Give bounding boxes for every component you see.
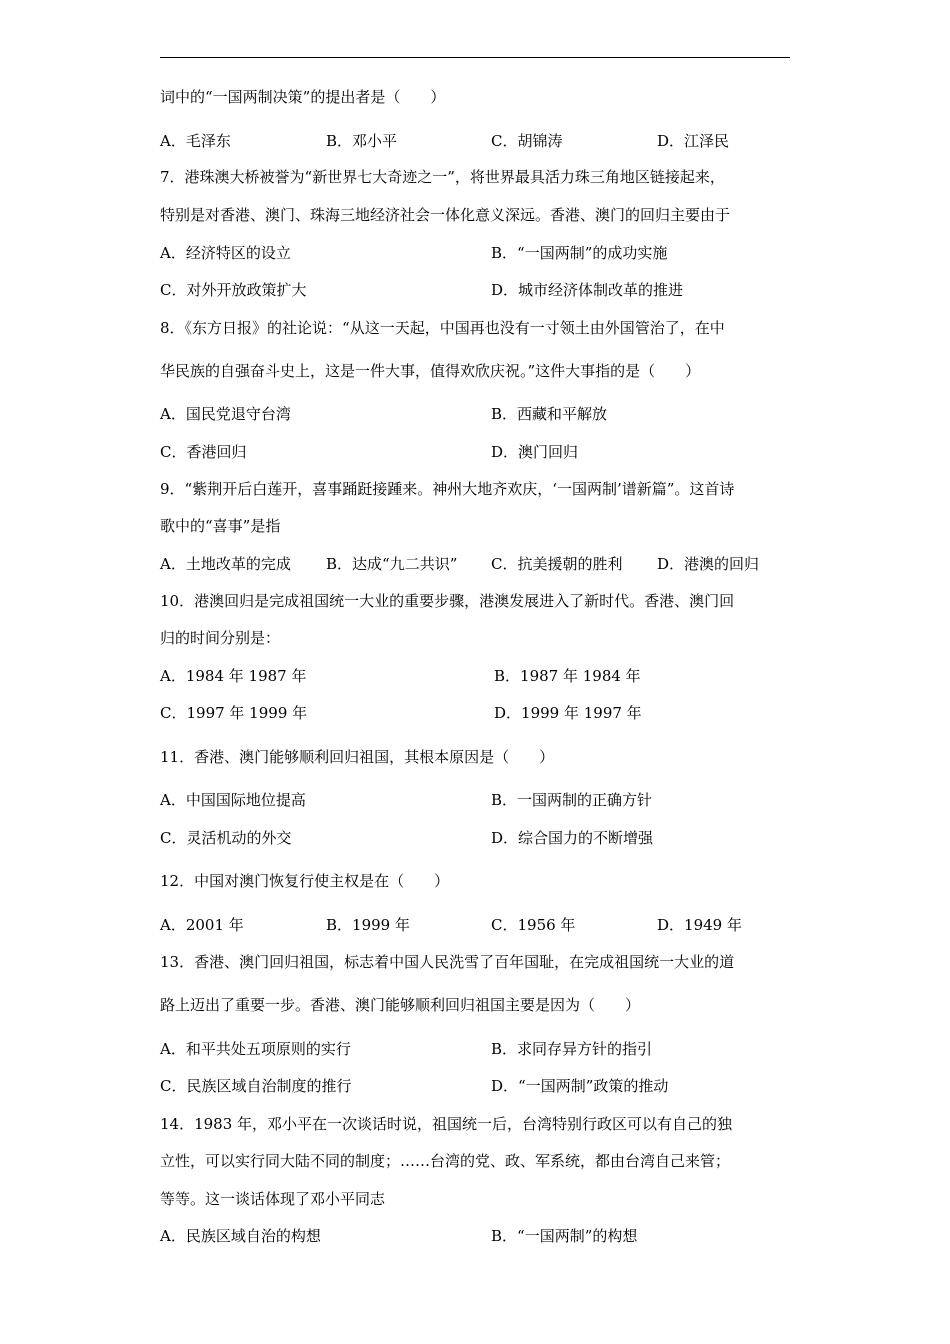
q13-option-d: D．“一国两制”政策的推动 bbox=[491, 1077, 669, 1095]
q12-option-a: A．2001 年 bbox=[160, 916, 244, 934]
header-rule bbox=[160, 57, 790, 58]
q8-stem-line-1: 8．《东方日报》的社论说：“从这一天起，中国再也没有一寸领土由外国管治了，在中 bbox=[160, 319, 725, 337]
q9-option-b: B．达成“九二共识” bbox=[326, 555, 458, 573]
q10-option-c: C．1997 年 1999 年 bbox=[160, 704, 308, 722]
q13-option-c: C．民族区域自治制度的推行 bbox=[160, 1077, 352, 1095]
q8-option-d: D．澳门回归 bbox=[491, 443, 579, 461]
q14-option-b: B．“一国两制”的构想 bbox=[491, 1227, 638, 1245]
q14-stem-line-2: 立性，可以实行同大陆不同的制度；……台湾的党、政、军系统，都由台湾自己来管； bbox=[160, 1152, 731, 1170]
q11-option-b: B．一国两制的正确方针 bbox=[491, 791, 653, 809]
q11-option-a: A．中国国际地位提高 bbox=[160, 791, 306, 809]
q13-stem-line-1: 13．香港、澳门回归祖国，标志着中国人民洗雪了百年国耻，在完成祖国统一大业的道 bbox=[160, 953, 735, 971]
q8-option-a: A．国民党退守台湾 bbox=[160, 405, 291, 423]
q6-option-b: B．邓小平 bbox=[326, 132, 398, 150]
q8-option-b: B．西藏和平解放 bbox=[491, 405, 608, 423]
q7-option-a: A．经济特区的设立 bbox=[160, 244, 291, 262]
q10-option-a: A．1984 年 1987 年 bbox=[160, 667, 307, 685]
q9-stem-line-2: 歌中的“喜事”是指 bbox=[160, 517, 281, 535]
q6-stem: 词中的“一国两制决策”的提出者是（ ） bbox=[160, 88, 446, 106]
q14-stem-line-1: 14．1983 年，邓小平在一次谈话时说，祖国统一后，台湾特别行政区可以有自己的独 bbox=[160, 1115, 733, 1133]
q9-stem-line-1: 9．“紫荆开后白莲开，喜事踊跹接踵来。神州大地齐欢庆，‘一国两制’谱新篇”。这首诗 bbox=[160, 480, 735, 498]
q9-option-d: D．港澳的回归 bbox=[657, 555, 760, 573]
q13-stem-line-2: 路上迈出了重要一步。香港、澳门能够顺利回归祖国主要是因为（ ） bbox=[160, 996, 641, 1014]
q14-option-a: A．民族区域自治的构想 bbox=[160, 1227, 321, 1245]
q12-stem: 12．中国对澳门恢复行使主权是在（ ） bbox=[160, 872, 450, 890]
q12-option-d: D．1949 年 bbox=[657, 916, 742, 934]
q12-option-b: B．1999 年 bbox=[326, 916, 410, 934]
q13-option-b: B．求同存异方针的指引 bbox=[491, 1040, 653, 1058]
q8-option-c: C．香港回归 bbox=[160, 443, 247, 461]
q14-stem-line-3: 等等。这一谈话体现了邓小平同志 bbox=[160, 1190, 386, 1208]
q11-option-d: D．综合国力的不断增强 bbox=[491, 829, 654, 847]
q10-option-b: B．1987 年 1984 年 bbox=[494, 667, 641, 685]
q8-stem-line-2: 华民族的自强奋斗史上，这是一件大事，值得欢欣庆祝。”这件大事指的是（ ） bbox=[160, 362, 701, 380]
q7-stem-line-1: 7．港珠澳大桥被誉为“新世界七大奇迹之一”，将世界最具活力珠三角地区链接起来， bbox=[160, 168, 725, 186]
q7-option-d: D．城市经济体制改革的推进 bbox=[491, 281, 684, 299]
q9-option-a: A．土地改革的完成 bbox=[160, 555, 291, 573]
q6-option-d: D．江泽民 bbox=[657, 132, 730, 150]
q10-stem-line-2: 归的时间分别是： bbox=[160, 629, 281, 647]
q11-option-c: C．灵活机动的外交 bbox=[160, 829, 292, 847]
q7-option-c: C．对外开放政策扩大 bbox=[160, 281, 307, 299]
q7-option-b: B．“一国两制”的成功实施 bbox=[491, 244, 668, 262]
q7-stem-line-2: 特别是对香港、澳门、珠海三地经济社会一体化意义深远。香港、澳门的回归主要由于 bbox=[160, 206, 731, 224]
q11-stem: 11．香港、澳门能够顺利回归祖国，其根本原因是（ ） bbox=[160, 748, 555, 766]
q12-option-c: C．1956 年 bbox=[491, 916, 576, 934]
q9-option-c: C．抗美援朝的胜利 bbox=[491, 555, 623, 573]
q6-option-c: C．胡锦涛 bbox=[491, 132, 563, 150]
q6-option-a: A．毛泽东 bbox=[160, 132, 231, 150]
q10-stem-line-1: 10．港澳回归是完成祖国统一大业的重要步骤，港澳发展进入了新时代。香港、澳门回 bbox=[160, 592, 735, 610]
q13-option-a: A．和平共处五项原则的实行 bbox=[160, 1040, 351, 1058]
q10-option-d: D．1999 年 1997 年 bbox=[494, 704, 642, 722]
